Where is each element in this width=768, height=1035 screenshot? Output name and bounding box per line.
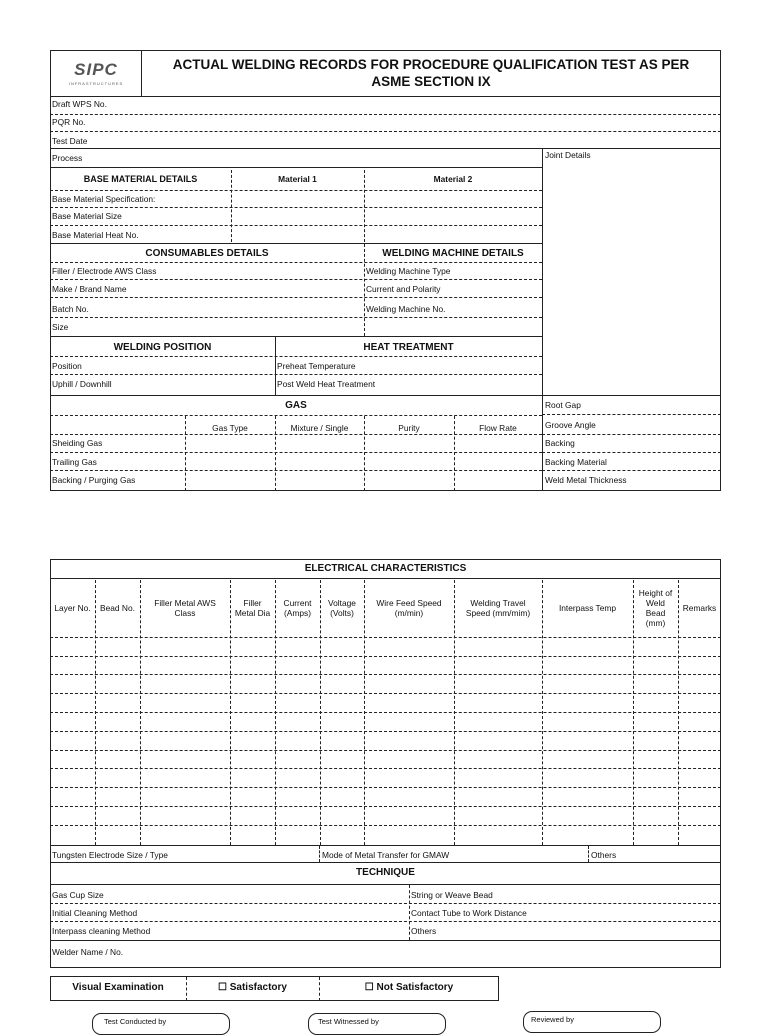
col-bead-height: Height of Weld Bead (mm) bbox=[638, 588, 673, 628]
backing-gas-label: Backing / Purging Gas bbox=[52, 475, 136, 485]
base-material-size-label: Base Material Size bbox=[52, 211, 122, 221]
uphill-downhill-label: Uphill / Downhill bbox=[52, 379, 112, 389]
logo-mark: SIPC bbox=[74, 60, 118, 79]
technique-others-label: Others bbox=[411, 926, 437, 936]
visual-examination-label: Visual Examination bbox=[72, 982, 164, 993]
process-label: Process bbox=[52, 153, 83, 163]
test-conducted-label: Test Conducted by bbox=[104, 1017, 167, 1026]
trailing-gas-label: Trailing Gas bbox=[52, 457, 97, 467]
gas-cup-size-label: Gas Cup Size bbox=[52, 890, 104, 900]
position-label: Position bbox=[52, 361, 82, 371]
string-weave-label: String or Weave Bead bbox=[411, 890, 493, 900]
contact-tube-label: Contact Tube to Work Distance bbox=[411, 908, 527, 918]
preheat-temp-label: Preheat Temperature bbox=[277, 361, 356, 371]
welding-position-header: WELDING POSITION bbox=[113, 342, 212, 353]
size-label: Size bbox=[52, 322, 69, 332]
col-travel-speed: Welding Travel Speed (mm/mim) bbox=[465, 598, 531, 618]
joint-details-label: Joint Details bbox=[545, 150, 591, 160]
gas-type-col: Gas Type bbox=[212, 423, 248, 433]
col-bead-no: Bead No. bbox=[100, 603, 135, 613]
mode-transfer-label: Mode of Metal Transfer for GMAW bbox=[322, 850, 450, 860]
shielding-gas-label: Sheiding Gas bbox=[52, 438, 103, 448]
company-logo bbox=[62, 60, 130, 90]
mixture-single-col: Mixture / Single bbox=[290, 423, 349, 433]
flow-rate-col: Flow Rate bbox=[479, 423, 517, 433]
col-voltage: Voltage (Volts) bbox=[328, 598, 356, 618]
material-1-header: Material 1 bbox=[278, 174, 317, 184]
others-label: Others bbox=[591, 850, 617, 860]
consumables-header: CONSUMABLES DETAILS bbox=[145, 248, 269, 259]
logo-subtext: INFRASTRUCTURES bbox=[68, 81, 124, 86]
test-witnessed-label: Test Witnessed by bbox=[318, 1017, 379, 1026]
weld-metal-thickness-label: Weld Metal Thickness bbox=[545, 475, 627, 485]
current-polarity-label: Current and Polarity bbox=[366, 284, 441, 294]
welding-machine-type-label: Welding Machine Type bbox=[366, 266, 451, 276]
welding-machine-header: WELDING MACHINE DETAILS bbox=[382, 248, 524, 259]
batch-no-label: Batch No. bbox=[52, 304, 89, 314]
draft-wps-label: Draft WPS No. bbox=[52, 99, 107, 109]
pwht-label: Post Weld Heat Treatment bbox=[277, 379, 376, 389]
gas-header: GAS bbox=[285, 400, 307, 411]
root-gap-label: Root Gap bbox=[545, 400, 581, 410]
interpass-cleaning-label: Interpass cleaning Method bbox=[52, 926, 151, 936]
base-material-spec-label: Base Material Specification: bbox=[52, 194, 156, 204]
electrical-header: ELECTRICAL CHARACTERISTICS bbox=[304, 563, 467, 574]
satisfactory-option[interactable]: ☐ Satisfactory bbox=[218, 982, 287, 993]
reviewed-by-label: Reviewed by bbox=[531, 1015, 574, 1024]
heat-treatment-header: HEAT TREATMENT bbox=[363, 342, 454, 353]
test-date-label: Test Date bbox=[52, 136, 88, 146]
col-filler-aws: Filler Metal AWS Class bbox=[154, 598, 216, 618]
filler-electrode-label: Filler / Electrode AWS Class bbox=[52, 266, 157, 276]
groove-angle-label: Groove Angle bbox=[545, 420, 596, 430]
welding-machine-no-label: Welding Machine No. bbox=[366, 304, 446, 314]
welder-name-label: Welder Name / No. bbox=[52, 947, 124, 957]
backing-label: Backing bbox=[545, 438, 575, 448]
material-2-header: Material 2 bbox=[433, 174, 473, 184]
col-wire-feed: Wire Feed Speed (m/min) bbox=[376, 598, 442, 618]
col-interpass-temp: Interpass Temp bbox=[558, 603, 617, 613]
make-brand-label: Make / Brand Name bbox=[52, 284, 127, 294]
electrical-table bbox=[50, 559, 721, 968]
backing-material-label: Backing Material bbox=[545, 457, 607, 467]
col-layer-no: Layer No. bbox=[54, 603, 91, 613]
col-filler-dia: Filler Metal Dia bbox=[234, 598, 271, 618]
base-material-header: BASE MATERIAL DETAILS bbox=[83, 174, 198, 184]
page-title: ACTUAL WELDING RECORDS FOR PROCEDURE QUALIFICATION TEST AS PER ASME SECTION IX bbox=[172, 57, 690, 89]
pqr-label: PQR No. bbox=[52, 117, 86, 127]
purity-col: Purity bbox=[398, 423, 420, 433]
technique-header: TECHNIQUE bbox=[356, 867, 415, 878]
initial-cleaning-label: Initial Cleaning Method bbox=[52, 908, 138, 918]
col-current: Current (Amps) bbox=[283, 598, 312, 618]
base-material-heat-label: Base Material Heat No. bbox=[52, 230, 139, 240]
tungsten-electrode-label: Tungsten Electrode Size / Type bbox=[52, 850, 168, 860]
not-satisfactory-option[interactable]: ☐ Not Satisfactory bbox=[364, 982, 454, 993]
col-remarks: Remarks bbox=[682, 603, 717, 613]
